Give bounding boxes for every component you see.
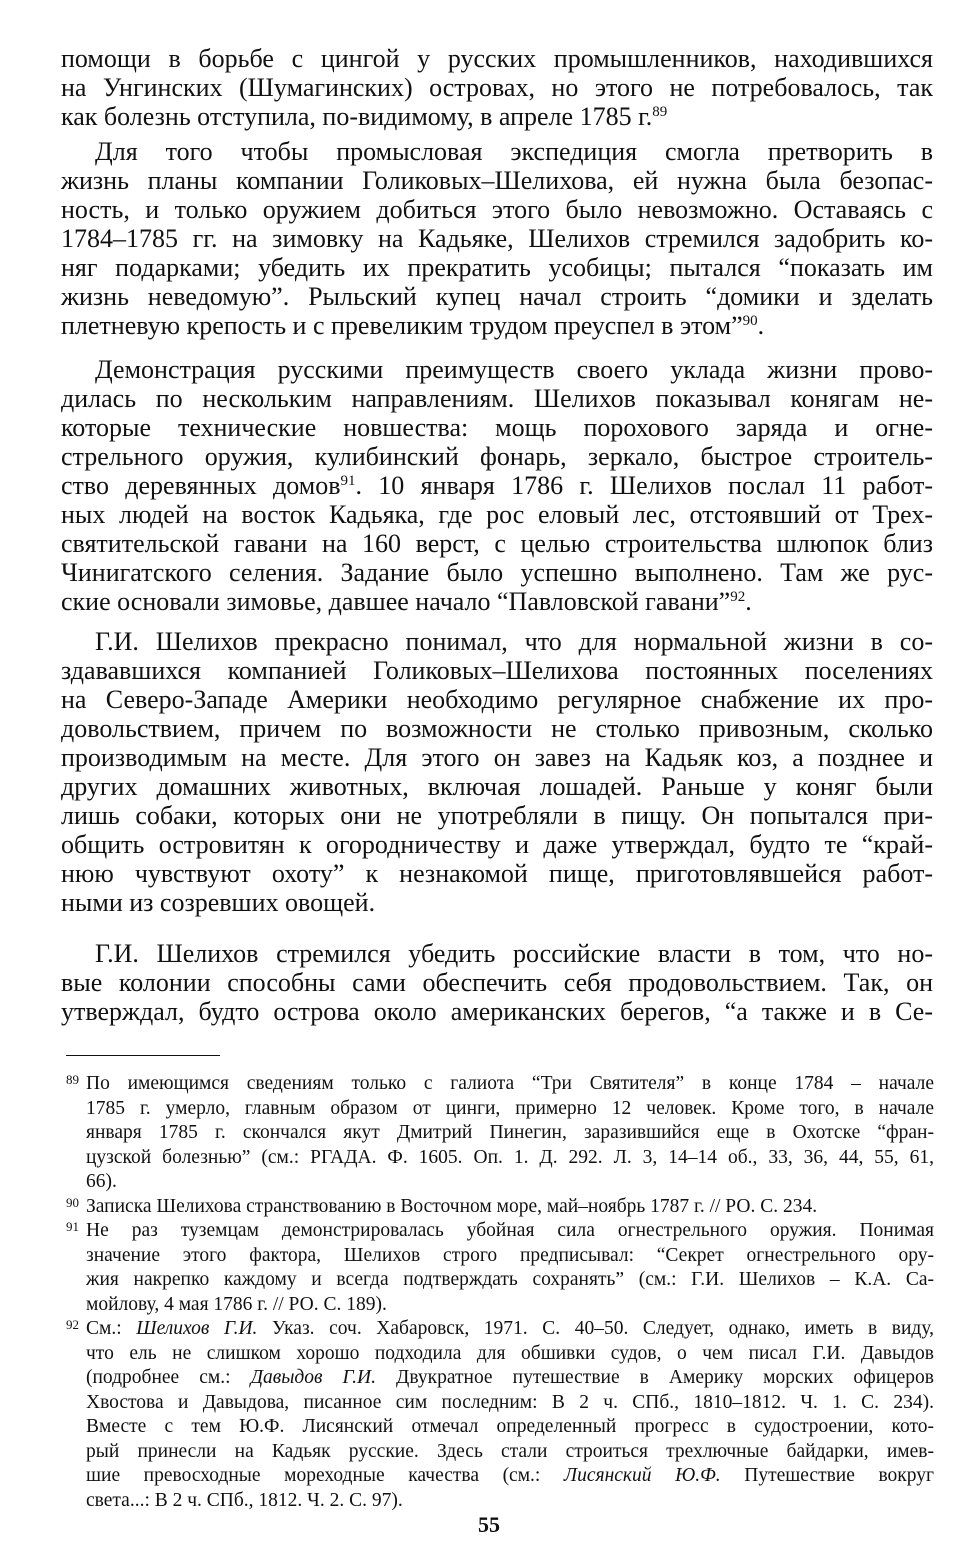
text-segment: ские основали зимовье, давшее начало “Павловской гавани” (61, 587, 731, 616)
footnote-line (86, 1317, 934, 1342)
text-segment: См.: (86, 1318, 137, 1339)
text-segment: Двукратное путешествие в Америку морских офицеров (375, 1367, 934, 1388)
text-line: помощи в борьбе с цингой у русских промышленников, находившихся (61, 44, 933, 73)
footnote-line: света...: В 2 ч. СПб., 1812. Ч. 2. С. 97). (86, 1489, 403, 1511)
text-line: общить островитян к огородничеству и даже утверждал, будто те “край- (61, 830, 933, 859)
footnote-line: что ель не слишком хорошо подходила для обшивки судов, о чем писал Г.И. Давыдов (86, 1342, 934, 1364)
text-segment: (подробнее см.: (86, 1367, 251, 1388)
footnote-ref: 92 (730, 589, 746, 605)
footnote-line: значение этого фактора, Шелихов строго предписывал: “Секрет огнестрельного ору- (86, 1244, 934, 1266)
text-line: которые технические новшества: мощь порохового заряда и огне- (61, 413, 933, 442)
text-line: вые колонии способны сами обеспечить себя продовольствием. Так, он (61, 968, 933, 997)
text-line: нюю чувствуют охоту” к незнакомой пище, приготовлявшейся работ- (61, 859, 933, 888)
text-line: утверждал, будто острова около американских берегов, “а также и в Се- (61, 997, 933, 1026)
text-segment: шие превосходные мореходные качества (см.: (86, 1465, 564, 1486)
footnote-line: По имеющимся сведениям только с галиота “Три Святителя” в конце 1784 – начале (86, 1073, 934, 1094)
text-line: Демонстрация русскими преимуществ своего уклада жизни прово- (95, 355, 933, 384)
text-line: производимым на месте. Для этого он завез на Кадьяк коз, а позднее и (61, 743, 933, 772)
text-line: довольствием, причем по возможности не столько привозным, сколько (61, 714, 933, 743)
text-line: Г.И. Шелихов прекрасно понимал, что для нормальной жизни в со- (95, 627, 933, 656)
text-line: 1784–1785 гг. на зимовку на Кадьяке, Шелихов стремился задобрить ко- (61, 224, 933, 253)
footnote-line: Записка Шелихова странствованию в Восточном море, май–ноябрь 1787 г. // РО. С. 234. (86, 1195, 818, 1217)
footnote-line: января 1785 г. скончался якут Дмитрий Пинегин, заразившийся еще в Охотске “фран- (86, 1122, 934, 1143)
footnote-line (86, 1464, 934, 1489)
footnote-92 (66, 1317, 934, 1513)
footnote-89 (66, 1072, 934, 1195)
footnote-line: Не раз туземцам демонстрировалась убойная сила огнестрельного оружия. Понимая (86, 1220, 934, 1241)
text-line: Для того чтобы промысловая экспедиция смогла претворить в (95, 137, 933, 166)
footnote-line: Хвостова и Давыдова, писанное сим последним: В 2 ч. СПб., 1810–1812. Ч. 1. С. 234). (86, 1391, 934, 1413)
text-line: лишь собаки, которых они не употребляли в пищу. Он попытался при- (61, 801, 933, 830)
italic-text: Давыдов Г.И. (250, 1367, 376, 1388)
footnotes (66, 1072, 934, 1513)
footnote-line: 1785 г. умерло, главным образом от цинги, примерно 12 человек. Кроме того, в начале (86, 1097, 934, 1119)
text-line: жизнь неведомую”. Рыльский купец начал строить “домики и зделать (61, 282, 933, 311)
footnote-line: 66). (86, 1171, 117, 1192)
footnote-line (86, 1366, 934, 1391)
footnote-90 (66, 1195, 934, 1220)
paragraph (61, 939, 933, 1026)
text-segment: Указ. соч. Хабаровск, 1971. С. 40–50. Следует, однако, иметь в виду, (257, 1318, 935, 1339)
paragraph (61, 44, 933, 131)
text-segment: Путешествие вокруг (720, 1465, 935, 1486)
text-line: на Унгинских (Шумагинских) островах, но этого не потребовалось, так (61, 73, 933, 102)
text-line: Чинигатского селения. Задание было успешно выполнено. Там же рус- (61, 558, 933, 587)
text-line: ными из созревших овощей. (61, 888, 376, 917)
text-line: ность, и только оружием добиться этого было невозможно. Оставаясь с (61, 195, 933, 224)
text-line (61, 587, 933, 616)
footnote-number: 92 (66, 1317, 79, 1332)
footnote-line: мойлову, 4 мая 1786 г. // РО. С. 189). (86, 1293, 387, 1315)
footnote-number: 89 (66, 1072, 79, 1087)
footnote-number: 91 (66, 1219, 79, 1234)
main-text (61, 44, 933, 1026)
footnote-ref: 91 (340, 473, 356, 489)
page-number: 55 (478, 1512, 500, 1537)
footnote-line: жия накрепко каждому и всегда подтверждать сохранять” (см.: Г.И. Шелихов – К.А. Са- (86, 1269, 934, 1290)
paragraph (61, 627, 933, 917)
text-line: Г.И. Шелихов стремился убедить российские власти в том, что но- (95, 939, 933, 968)
text-line: жизнь планы компании Голиковых–Шелихова, ей нужна была безопас- (61, 166, 933, 195)
italic-text: Лисянский Ю.Ф. (563, 1465, 721, 1486)
text-line: святительской гавани на 160 верст, с целью строительства шлюпок близ (61, 529, 933, 558)
footnote-ref: 89 (652, 104, 668, 120)
text-line: дилась по нескольким направлениям. Шелихов показывал конягам не- (61, 384, 933, 413)
text-segment: как болезнь отступила, по-видимому, в апреле 1785 г. (61, 102, 653, 131)
text-line: няг подарками; убедить их прекратить усобицы; пытался “показать им (61, 253, 933, 282)
text-segment: плетневую крепость и с превеликим трудом преуспел в этом” (61, 311, 743, 340)
footnote-line: рый принесли на Кадьяк русские. Здесь стали строиться трехлючные байдарки, имев- (86, 1440, 934, 1462)
text-line: здававшихся компанией Голиковых–Шелихова постоянных поселениях (61, 656, 933, 685)
text-line: стрельного оружия, кулибинский фонарь, зеркало, быстрое строитель- (61, 442, 933, 471)
text-segment: ство деревянных домов (61, 471, 341, 500)
footnote-number: 90 (66, 1194, 79, 1210)
text-line (61, 102, 933, 131)
paragraph (61, 137, 933, 340)
italic-text: Шелихов Г.И. (136, 1318, 258, 1339)
paragraph (61, 355, 933, 616)
text-line (61, 471, 933, 500)
text-segment: . (757, 311, 765, 340)
text-line: других домашних животных, включая лошадей. Раньше у коняг были (61, 772, 933, 801)
text-line: на Северо-Западе Америки необходимо регулярное снабжение их про- (61, 685, 933, 714)
text-segment: . 10 января 1786 г. Шелихов послал 11 работ- (355, 471, 933, 500)
footnote-separator (66, 1055, 220, 1056)
text-line (61, 311, 933, 340)
text-segment: . (745, 587, 752, 616)
footnote-ref: 90 (742, 313, 758, 329)
text-line: ных людей на восток Кадьяка, где рос еловый лес, отстоявший от Трех- (61, 500, 933, 529)
footnote-91 (66, 1219, 934, 1317)
footnote-line: Вместе с тем Ю.Ф. Лисянский отмечал определенный прогресс в судостроении, кото- (86, 1416, 934, 1437)
footnote-line: цузской болезнью” (см.: РГАДА. Ф. 1605. Оп. 1. Д. 292. Л. 3, 14–14 об., 33, 36, 44, 55, 61, (86, 1146, 934, 1168)
